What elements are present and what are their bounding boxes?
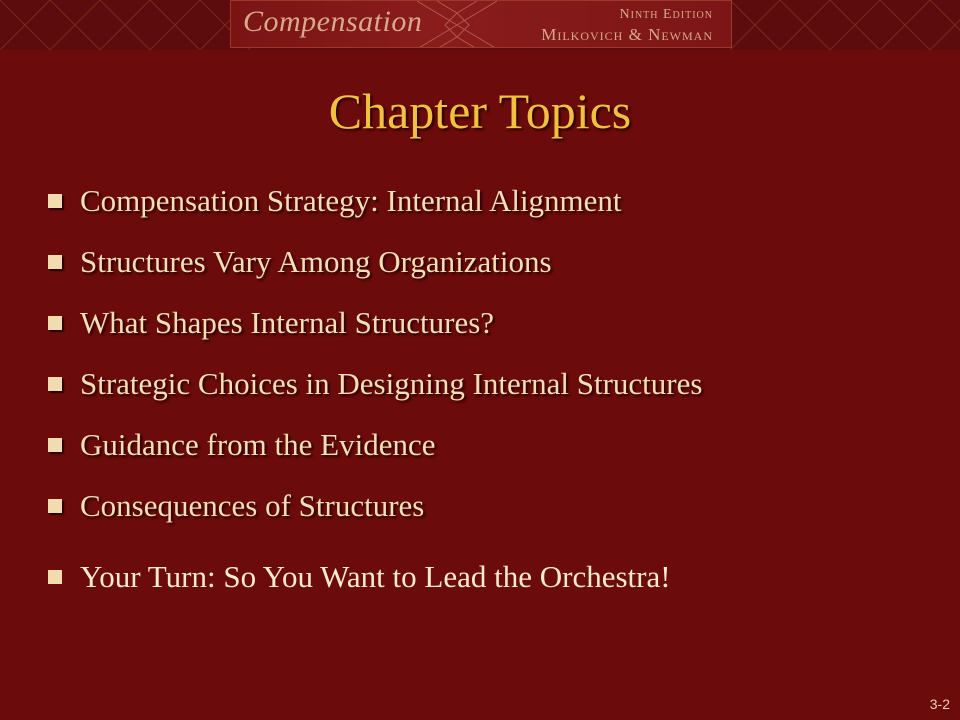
list-item bbox=[48, 292, 928, 353]
square-bullet-icon bbox=[48, 377, 62, 391]
topic-list bbox=[48, 170, 928, 607]
topic-text: Your Turn: So You Want to Lead the Orchestra! bbox=[80, 558, 671, 594]
square-bullet-icon bbox=[48, 499, 62, 513]
list-item bbox=[48, 170, 928, 231]
compensation-logo: Compensation bbox=[243, 5, 423, 38]
header-band bbox=[0, 0, 960, 50]
list-item bbox=[48, 414, 928, 475]
list-item bbox=[48, 353, 928, 414]
list-item bbox=[48, 475, 928, 536]
list-item bbox=[48, 546, 928, 607]
edition-label: Ninth Edition bbox=[619, 7, 713, 22]
topic-text: Strategic Choices in Designing Internal Structures bbox=[80, 365, 703, 401]
diamond-ornament-icon bbox=[417, 1, 497, 48]
square-bullet-icon bbox=[48, 255, 62, 269]
topic-text: Consequences of Structures bbox=[80, 487, 425, 523]
topic-text: Compensation Strategy: Internal Alignment bbox=[80, 182, 622, 218]
topic-text: Guidance from the Evidence bbox=[80, 426, 436, 462]
list-item bbox=[48, 231, 928, 292]
topic-text: What Shapes Internal Structures? bbox=[80, 304, 495, 340]
square-bullet-icon bbox=[48, 438, 62, 452]
topic-text: Structures Vary Among Organizations bbox=[80, 243, 552, 279]
square-bullet-icon bbox=[48, 316, 62, 330]
square-bullet-icon bbox=[48, 570, 62, 584]
page-number: 3-2 bbox=[929, 696, 950, 712]
book-banner bbox=[230, 0, 732, 48]
authors-label: Milkovich & Newman bbox=[541, 25, 713, 44]
slide-title: Chapter Topics bbox=[328, 83, 632, 139]
square-bullet-icon bbox=[48, 194, 62, 208]
